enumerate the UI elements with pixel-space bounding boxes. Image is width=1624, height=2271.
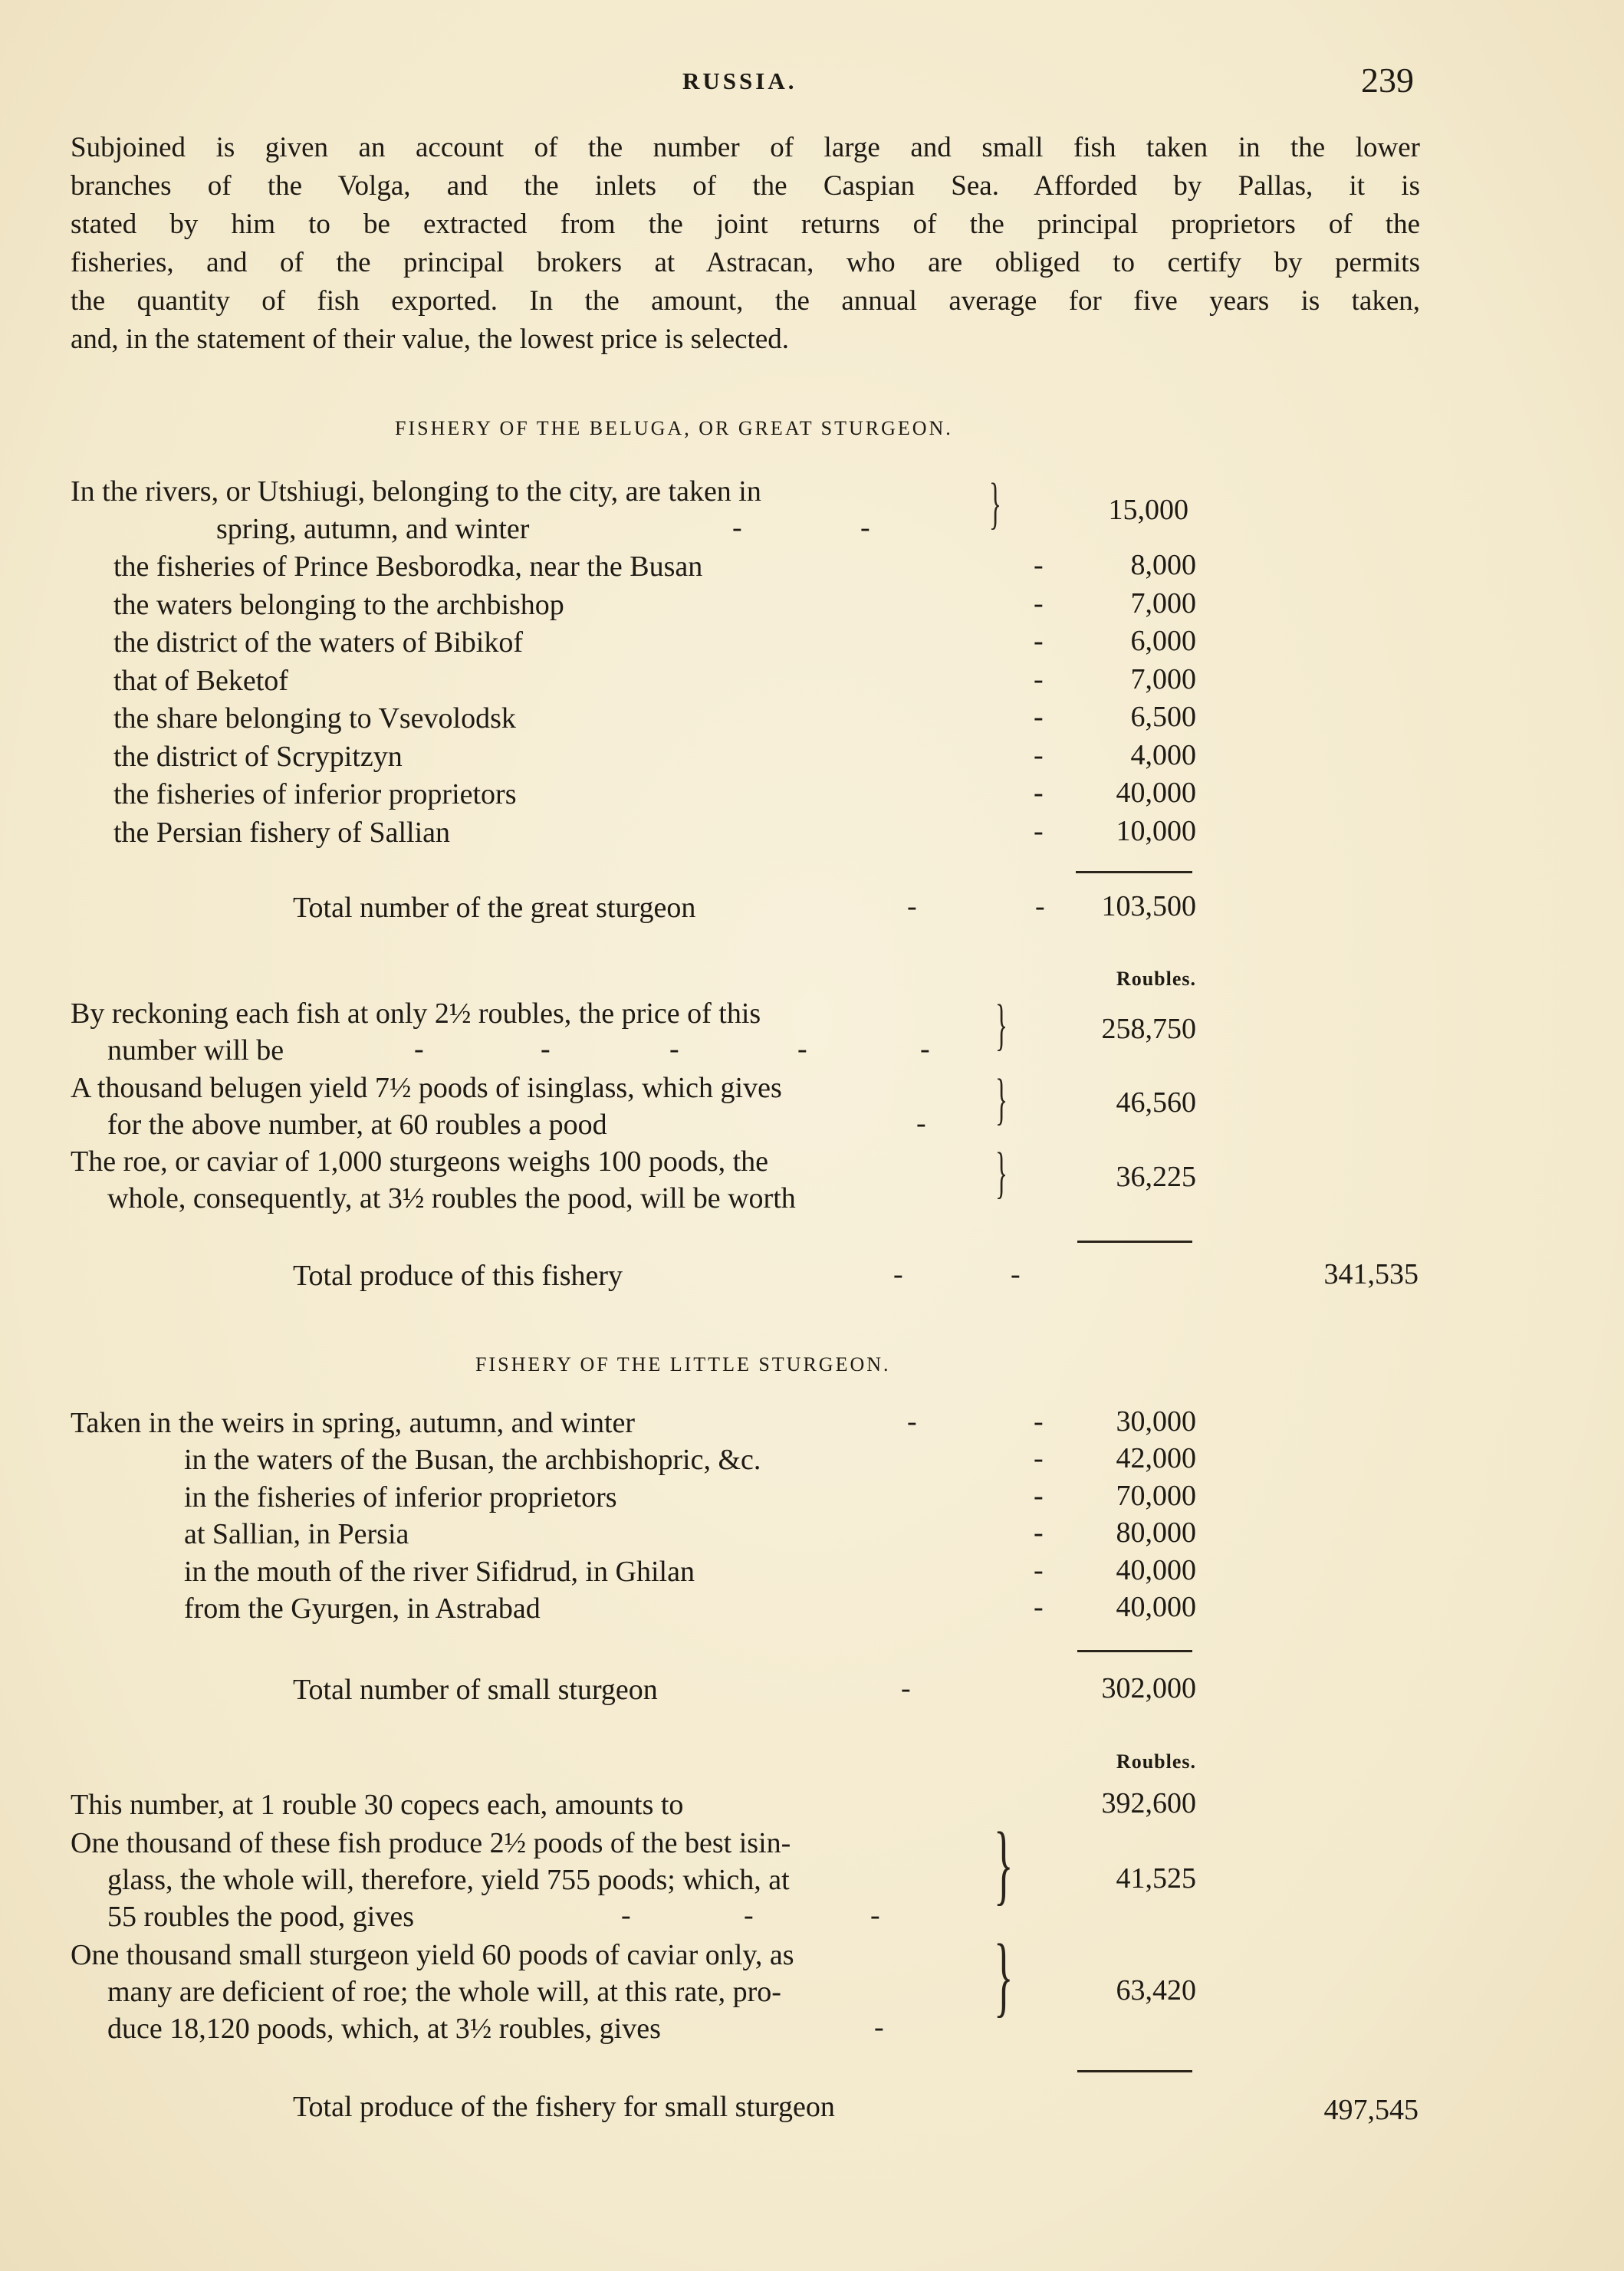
table-row-label: in the mouth of the river Sifidrud, in Ghilan [184,1555,695,1588]
intro-line: branches of the Volga, and the inlets of the Caspian Sea. Afforded by Pallas, it is [71,170,1420,202]
leader-dash: - [1034,814,1044,847]
leader-dash: - [893,1258,903,1290]
leader-dash: - [621,1899,631,1931]
brace-icon: } [995,1068,1008,1131]
sum-rule [1077,1241,1192,1243]
brace-icon: } [989,472,1001,535]
leader-dash: - [1034,549,1044,581]
little-price3-line3: duce 18,120 poods, which, at 3½ roubles, gives [107,2013,661,2045]
leader-dash: - [1034,777,1044,809]
little-price3-value: 63,420 [1116,1974,1196,2006]
leader-dash: - [669,1033,679,1065]
intro-line: fisheries, and of the principal brokers at Astracan, who are obliged to certify by permits [71,247,1420,278]
little-produce-value: 497,545 [1323,2094,1419,2126]
little-price1-label: This number, at 1 rouble 30 copecs each, amounts to [71,1789,684,1821]
leader-dash: - [874,2011,884,2043]
leader-dash: - [1034,1591,1044,1623]
beluga-price1-line1: By reckoning each fish at only 2½ roubles, the price of this [71,997,761,1030]
page-number: 239 [1361,61,1414,100]
table-row-value: 40,000 [1116,1553,1196,1586]
beluga-total-label: Total number of the great sturgeon [293,892,696,924]
beluga-first-line2: spring, autumn, and winter [216,513,530,545]
intro-line: Subjoined is given an account of the number of large and small fish taken in the lower [71,132,1420,163]
beluga-price2-line1: A thousand belugen yield 7½ poods of isinglass, which gives [71,1072,782,1104]
table-row-value: 6,000 [1130,625,1196,657]
beluga-produce-label: Total produce of this fishery [293,1260,623,1292]
leader-dash: - [1034,1517,1044,1549]
table-row-label: the district of the waters of Bibikof [113,626,523,659]
table-row-label: the share belonging to Vsevolodsk [113,702,516,735]
leader-dash: - [1034,738,1044,771]
leader-dash: - [870,1899,880,1931]
table-row-value: 8,000 [1130,549,1196,581]
leader-dash: - [744,1899,754,1931]
beluga-price3-line1: The roe, or caviar of 1,000 sturgeons weighs 100 poods, the [71,1145,769,1178]
unit-label: Roubles. [1116,1750,1196,1773]
table-row-label: from the Gyurgen, in Astrabad [184,1592,541,1625]
beluga-price1-line2: number will be [107,1034,284,1066]
leader-dash: - [1034,1405,1044,1438]
beluga-price3-value: 36,225 [1116,1161,1196,1193]
sum-rule [1077,1650,1192,1652]
running-head: RUSSIA. [682,67,797,94]
beluga-first-value: 15,000 [1108,494,1188,526]
brace-icon: } [994,1925,1014,2026]
table-row-value: 42,000 [1116,1442,1196,1474]
table-row-value: 7,000 [1130,662,1196,695]
sum-rule [1076,871,1192,873]
little-produce-label: Total produce of the fishery for small sturgeon [293,2091,835,2123]
table-row-label: the district of Scrypitzyn [113,740,403,773]
table-row-value: 70,000 [1116,1479,1196,1512]
beluga-price1-value: 258,750 [1101,1013,1196,1045]
table-row-value: 40,000 [1116,1591,1196,1623]
table-row-label: the waters belonging to the archbishop [113,588,564,621]
leader-dash: - [541,1033,551,1065]
table-row-label: the fisheries of Prince Besborodka, near the Busan [113,550,703,583]
intro-line: stated by him to be extracted from the joint returns of the principal proprietors of the [71,209,1420,240]
leader-dash: - [1034,625,1044,657]
table-row-label: at Sallian, in Persia [184,1518,409,1550]
little-total-label: Total number of small sturgeon [293,1674,658,1706]
beluga-price2-line2: for the above number, at 60 roubles a pood [107,1109,607,1141]
beluga-produce-value: 341,535 [1323,1258,1419,1290]
leader-dash: - [1035,890,1045,922]
leader-dash: - [1011,1258,1021,1290]
leader-dash: - [414,1033,424,1065]
table-row-value: 7,000 [1130,587,1196,620]
little-first-value: 30,000 [1116,1405,1196,1438]
table-row-label: in the fisheries of inferior proprietors [184,1481,617,1513]
leader-dash: - [1034,587,1044,620]
brace-icon: } [995,1142,1008,1205]
leader-dash: - [1034,1442,1044,1474]
little-price2-line2: glass, the whole will, therefore, yield 755 poods; which, at [107,1864,790,1896]
intro-paragraph [71,129,1420,359]
brace-icon: } [995,994,1008,1057]
little-price2-line3: 55 roubles the pood, gives [107,1901,415,1933]
leader-dash: - [860,511,870,544]
table-row-label: in the waters of the Busan, the archbishopric, &c. [184,1444,761,1476]
little-price2-line1: One thousand of these fish produce 2½ poods of the best isin- [71,1827,791,1859]
leader-dash: - [907,890,917,922]
table-row-value: 6,500 [1130,701,1196,733]
intro-line: the quantity of fish exported. In the amount, the annual average for five years is taken, [71,285,1420,317]
intro-line: and, in the statement of their value, the lowest price is selected. [71,324,790,355]
beluga-price2-value: 46,560 [1116,1086,1196,1119]
table-row-label: the Persian fishery of Sallian [113,816,451,849]
table-row-value: 40,000 [1116,777,1196,809]
little-price3-line1: One thousand small sturgeon yield 60 poods of caviar only, as [71,1939,794,1971]
beluga-price3-line2: whole, consequently, at 3½ roubles the pood, will be worth [107,1182,796,1214]
section-heading-little: FISHERY OF THE LITTLE STURGEON. [475,1353,891,1375]
beluga-first-line1: In the rivers, or Utshiugi, belonging to the city, are taken in [71,475,761,508]
leader-dash: - [916,1107,926,1139]
table-row-value: 4,000 [1130,738,1196,771]
leader-dash: - [920,1033,930,1065]
unit-label: Roubles. [1116,968,1196,990]
little-total-value: 302,000 [1101,1672,1196,1704]
table-row-label: the fisheries of inferior proprietors [113,778,517,810]
little-price2-value: 41,525 [1116,1862,1196,1895]
brace-icon: } [994,1813,1014,1914]
leader-dash: - [797,1033,807,1065]
leader-dash: - [1034,662,1044,695]
little-first-label: Taken in the weirs in spring, autumn, and winter [71,1407,636,1439]
table-row-value: 80,000 [1116,1517,1196,1549]
table-row-label: that of Beketof [113,664,288,697]
table-row-value: 10,000 [1116,814,1196,847]
little-price3-line2: many are deficient of roe; the whole will, at this rate, pro- [107,1976,781,2008]
little-price1-value: 392,600 [1101,1787,1196,1819]
leader-dash: - [1034,1479,1044,1512]
leader-dash: - [732,511,742,544]
leader-dash: - [1034,701,1044,733]
beluga-total-value: 103,500 [1101,890,1196,922]
sum-rule [1077,2070,1192,2072]
leader-dash: - [1034,1553,1044,1586]
leader-dash: - [901,1672,911,1704]
leader-dash: - [907,1405,917,1438]
section-heading-beluga: FISHERY OF THE BELUGA, OR GREAT STURGEON. [395,417,953,439]
